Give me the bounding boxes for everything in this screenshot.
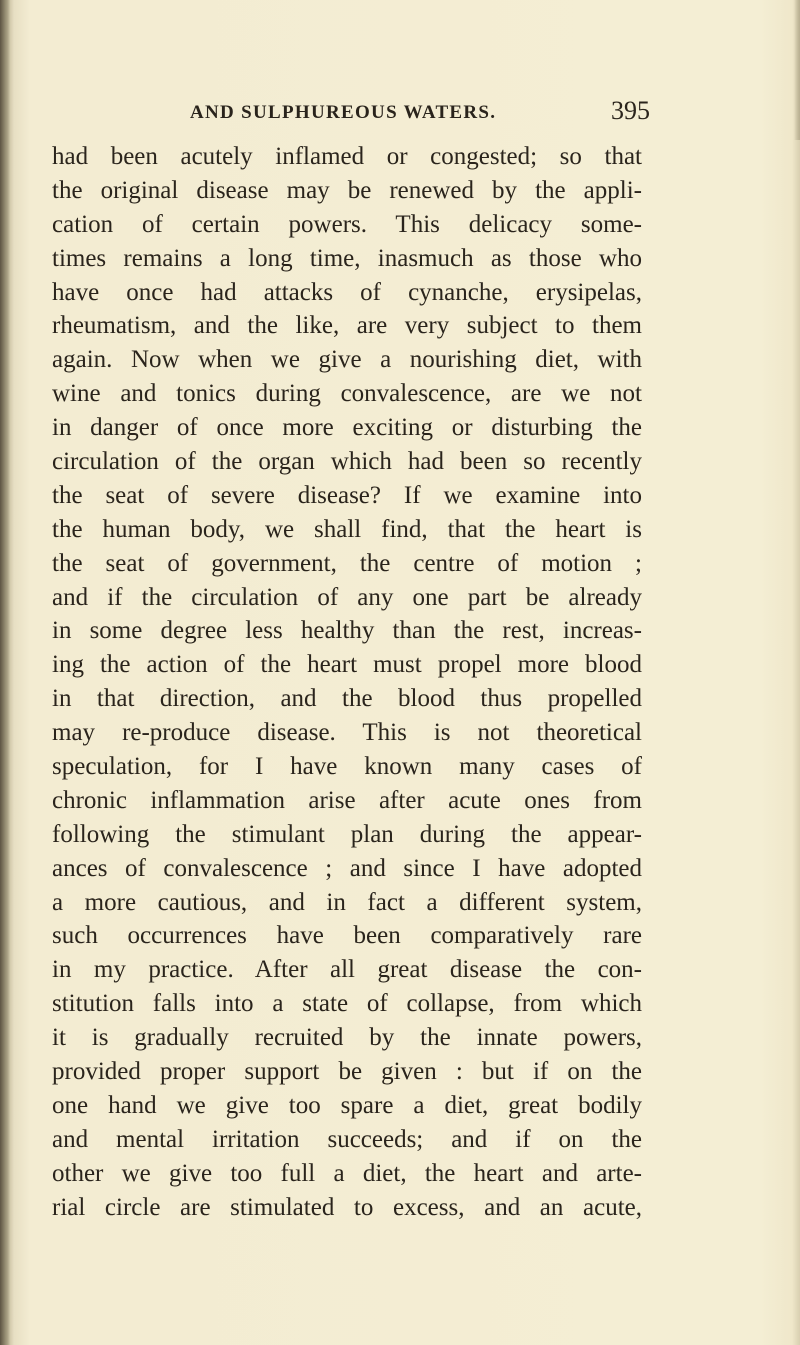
text-line: chronic inflammation arise after acute ones from (52, 786, 642, 814)
text-line: speculation, for I have known many cases of (52, 753, 642, 781)
spine-shadow (0, 0, 10, 1345)
text-line: may re-produce disease. This is not theoretical (52, 719, 642, 747)
text-line: have once had attacks of cynanche, erysipelas, (52, 278, 642, 306)
text-line: such occurrences have been comparatively rare (52, 922, 642, 950)
text-line: had been acutely inflamed or congested; so that (52, 143, 642, 170)
text-line: following the stimulant plan during the appear- (52, 820, 642, 848)
text-line: in some degree less healthy than the rest, increas- (52, 617, 642, 645)
text-line: and if the circulation of any one part be already (52, 583, 642, 611)
text-line: in danger of once more exciting or disturbing the (52, 414, 642, 442)
text-line: circulation of the organ which had been so recently (52, 448, 642, 476)
text-line: wine and tonics during convalescence, are we not (52, 380, 642, 408)
text-line: ances of convalescence ; and since I have adopted (52, 854, 642, 882)
text-line: the human body, we shall find, that the heart is (52, 515, 642, 543)
text-line: stitution falls into a state of collapse, from which (52, 990, 642, 1018)
text-line: again. Now when we give a nourishing diet, with (52, 346, 642, 374)
text-line: a more cautious, and in fact a different system, (52, 888, 642, 916)
text-line: times remains a long time, inasmuch as those who (52, 244, 642, 272)
page-header (190, 96, 650, 130)
text-line: provided proper support be given : but if on the (52, 1058, 642, 1086)
text-line: it is gradually recruited by the innate powers, (52, 1024, 642, 1052)
text-line: cation of certain powers. This delicacy some- (52, 210, 642, 238)
text-line: rial circle are stimulated to excess, and an acute, (52, 1193, 642, 1221)
text-line: and mental irritation succeeds; and if on the (52, 1125, 642, 1153)
text-line: in that direction, and the blood thus propelled (52, 685, 642, 713)
text-line: the seat of severe disease? If we examine into (52, 481, 642, 509)
page-number: 395 (611, 96, 650, 125)
text-line: the original disease may be renewed by the appli- (52, 176, 642, 204)
text-line: other we give too full a diet, the heart and arte- (52, 1159, 642, 1187)
text-line: the seat of government, the centre of motion ; (52, 549, 642, 577)
text-line: ing the action of the heart must propel more blood (52, 651, 642, 679)
body-text (52, 140, 642, 1225)
text-line: in my practice. After all great disease the con- (52, 956, 642, 984)
page-edge (794, 0, 800, 140)
text-line: one hand we give too spare a diet, great bodily (52, 1091, 642, 1119)
running-head: AND SULPHUREOUS WATERS. (190, 102, 497, 123)
text-line: rheumatism, and the like, are very subject to them (52, 312, 642, 340)
